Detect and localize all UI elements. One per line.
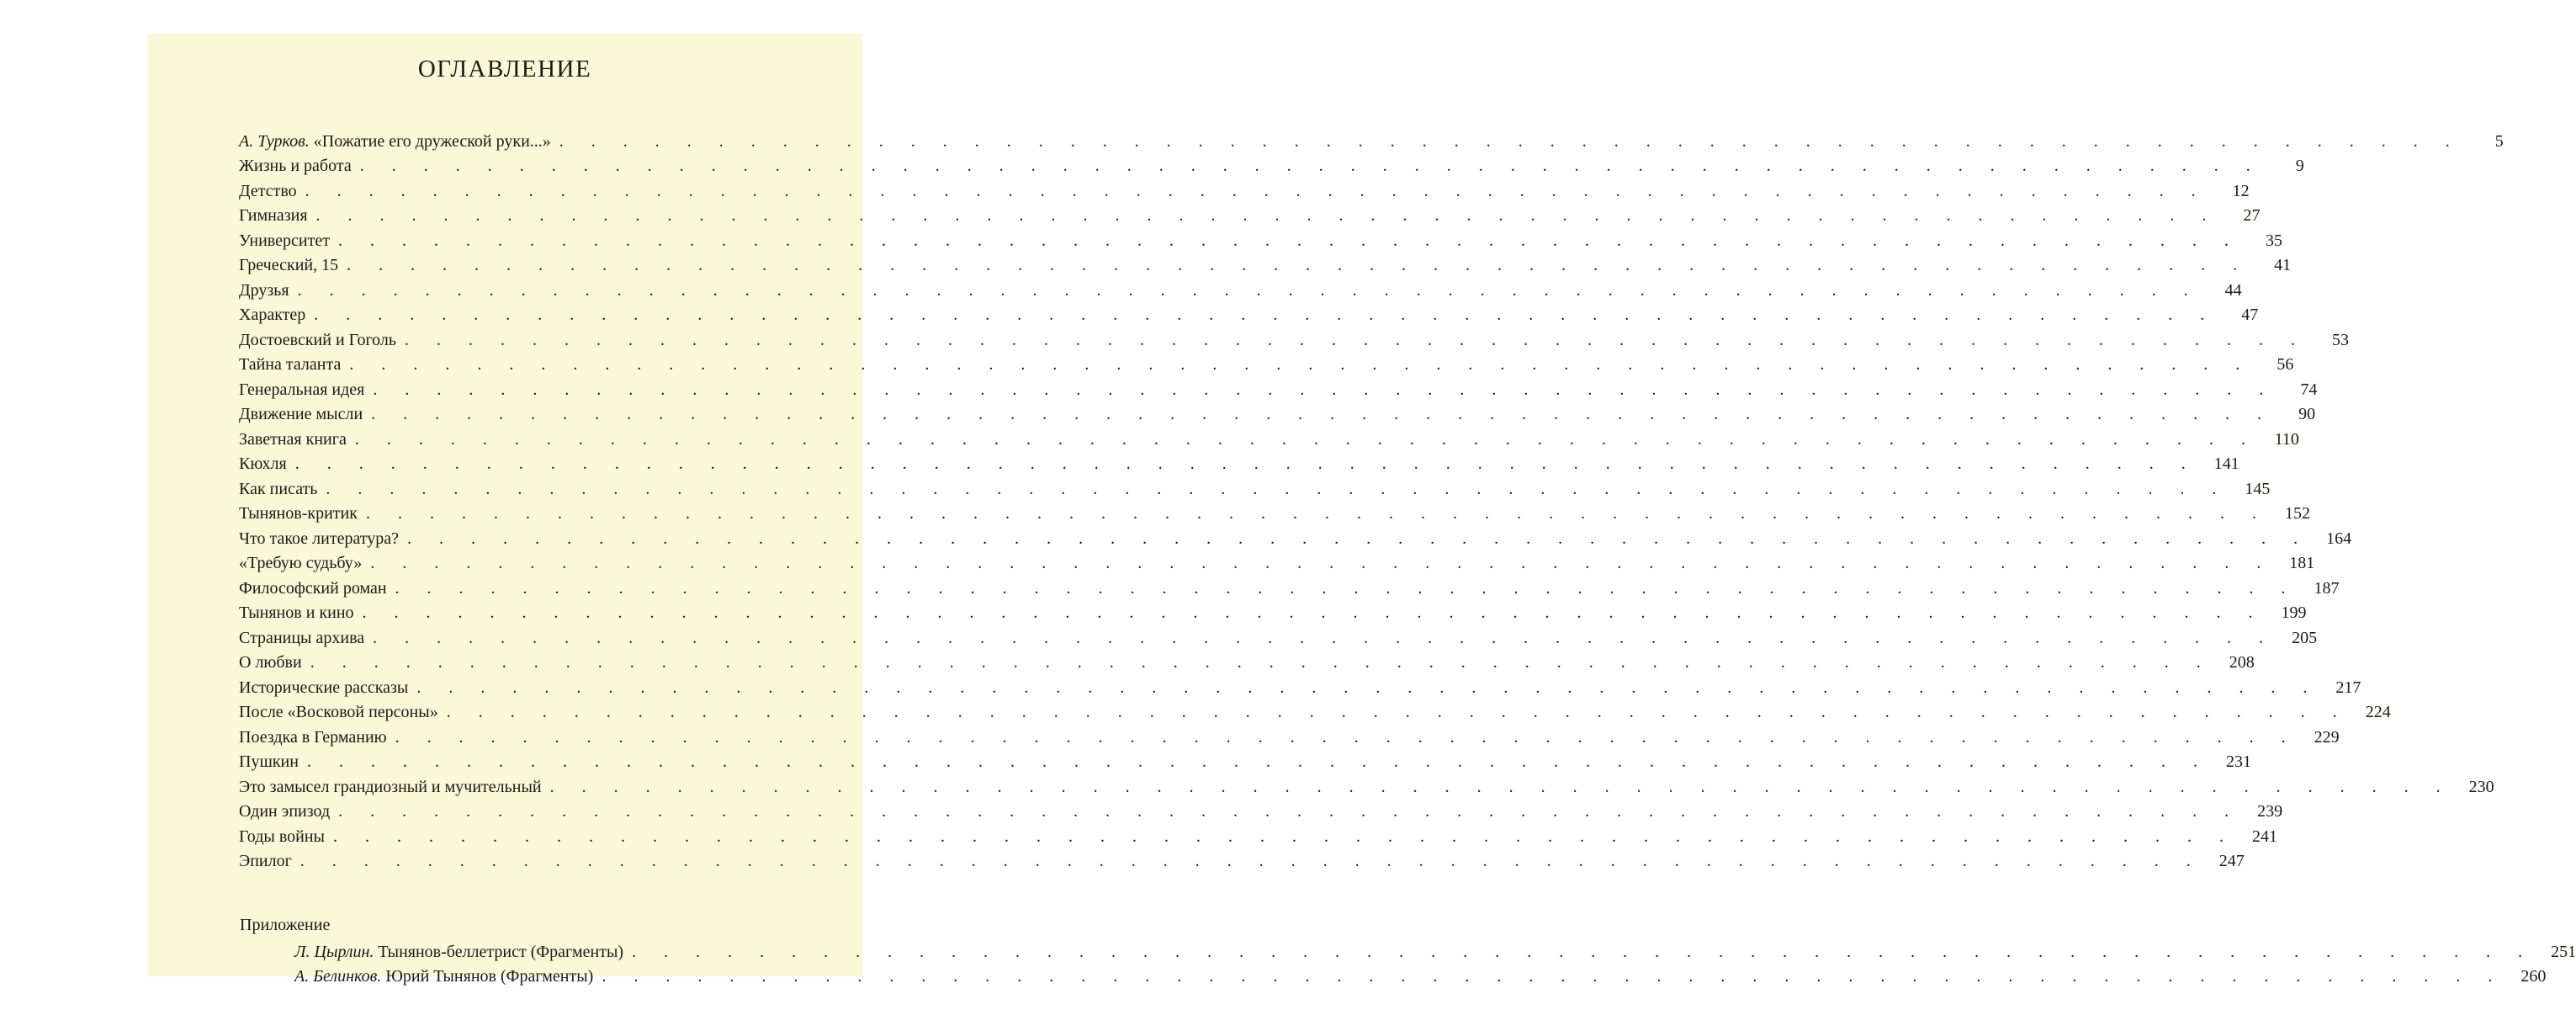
leader-dots: . . . . . . . . . . . . . . . . . . . . . . . . . . . . . . . . . . . . . . . . . . . . . . . . . . . . . . . . . . . . — [306, 752, 2209, 771]
toc-entry-title-text: Гимназия — [239, 206, 308, 225]
toc-entry — [239, 375, 2318, 400]
toc-entry-title — [239, 181, 305, 201]
leader-dots: . . . . . . . . . . . . . . . . . . . . . . . . . . . . . . . . . . . . . . . . . . . . . . . . . . . . . . . . . . . . — [349, 355, 2252, 374]
toc-entry-title — [294, 942, 632, 962]
toc-entry — [294, 938, 2576, 962]
toc-entry-title — [239, 801, 338, 821]
toc-entry — [239, 549, 2315, 574]
toc-entry-page: 187 — [2314, 578, 2340, 598]
leader-dots: . . . . . . . . . . . . . . . . . . . . . . . . . . . . . . . . . . . . . . . . . . . . . . . . . . . . . . . . . . . . — [549, 777, 2452, 796]
leader-dots: . . . . . . . . . . . . . . . . . . . . . . . . . . . . . . . . . . . . . . . . . . . . . . . . . . . . . . . . . . . . — [632, 943, 2535, 961]
leader-dots: . . . . . . . . . . . . . . . . . . . . . . . . . . . . . . . . . . . . . . . . . . . . . . . . . . . . . . . . . . . . — [365, 504, 2268, 523]
toc-entry-title-text: Движение мысли — [239, 405, 363, 423]
toc-entry-page: 199 — [2281, 603, 2307, 622]
toc-entry-title — [239, 702, 447, 722]
toc-entry-title — [239, 777, 550, 797]
toc-entry-title — [239, 652, 310, 672]
toc-entry-title-text: Философский роман — [239, 578, 387, 598]
toc-entry-title — [239, 404, 371, 424]
toc-entry-title-text: Эпилог — [239, 852, 292, 870]
toc-entry-page: 74 — [2300, 380, 2318, 399]
toc-entry-page: 47 — [2241, 306, 2259, 324]
toc-entry-title-text: «Пожатие его дружеской руки...» — [313, 131, 551, 151]
toc-entry — [239, 797, 2283, 822]
toc-entry-title-text: Кюхля — [239, 454, 287, 473]
toc-entry-page: 217 — [2335, 678, 2361, 697]
toc-entry-title-text: Поездка в Германию — [239, 727, 387, 747]
toc-entry-title — [239, 231, 338, 251]
leader-dots: . . . . . . . . . . . . . . . . . . . . . . . . . . . . . . . . . . . . . . . . . . . . . . . . . . . . . . . . . . . . — [370, 554, 2273, 572]
leader-dots: . . . . . . . . . . . . . . . . . . . . . . . . . . . . . . . . . . . . . . . . . . . . . . . . . . . . . . . . . . . . — [338, 802, 2241, 821]
toc-entry — [239, 350, 2294, 375]
appendix-label: Приложение — [240, 916, 331, 934]
toc-entry-title-text: Исторические рассказы — [239, 678, 409, 697]
toc-entry-page: 239 — [2257, 802, 2283, 821]
toc-entry-author: Л. Цырлин. — [294, 943, 374, 961]
toc-entry-page: 205 — [2292, 628, 2318, 647]
leader-dots: . . . . . . . . . . . . . . . . . . . . . . . . . . . . . . . . . . . . . . . . . . . . . . . . . . . . . . . . . . . . — [314, 306, 2217, 324]
toc-entry-page: 230 — [2468, 777, 2494, 796]
toc-entry — [239, 524, 2352, 549]
toc-entry-title-text: Достоевский и Гоголь — [239, 330, 396, 349]
toc-entry-page: 145 — [2245, 479, 2271, 498]
toc-entry-title — [239, 205, 316, 226]
leader-dots: . . . . . . . . . . . . . . . . . . . . . . . . . . . . . . . . . . . . . . . . . . . . . . . . . . . . . . . . . . . . — [337, 231, 2240, 250]
toc-entry-author: А. Турков. — [239, 131, 310, 151]
toc-entry-title — [239, 752, 307, 772]
toc-entry-title — [239, 255, 347, 275]
toc-entry-title — [239, 553, 370, 573]
toc-entry-page: 41 — [2274, 256, 2292, 274]
leader-dots: . . . . . . . . . . . . . . . . . . . . . . . . . . . . . . . . . . . . . . . . . . . . . . . . . . . . . . . . . . . . — [416, 678, 2319, 697]
toc-entry-title — [239, 280, 298, 300]
toc-entry-page: 56 — [2277, 355, 2294, 374]
toc-entry-title — [239, 429, 355, 449]
toc-entry-title — [239, 503, 366, 524]
toc-entry-title — [239, 827, 333, 847]
leader-dots: . . . . . . . . . . . . . . . . . . . . . . . . . . . . . . . . . . . . . . . . . . . . . . . . . . . . . . . . . . . . — [559, 131, 2462, 151]
appendix-list — [294, 938, 2576, 986]
toc-entry-title-text: Жизнь и работа — [239, 157, 352, 175]
leader-dots: . . . . . . . . . . . . . . . . . . . . . . . . . . . . . . . . . . . . . . . . . . . . . . . . . . . . . . . . . . . . — [294, 454, 2197, 473]
toc-entry-title-text: Годы войны — [239, 827, 325, 846]
toc-entry-title-text: Детство — [239, 181, 297, 200]
toc-entry-title-text: Пушкин — [239, 752, 299, 771]
toc-entry — [239, 474, 2271, 499]
leader-dots: . . . . . . . . . . . . . . . . . . . . . . . . . . . . . . . . . . . . . . . . . . . . . . . . . . . . . . . . . . . . — [373, 628, 2276, 647]
toc-entry-title-text: Университет — [239, 231, 330, 250]
toc-entry-page: 110 — [2274, 429, 2299, 449]
toc-entry-page: 241 — [2252, 827, 2277, 846]
toc-entry — [239, 424, 2299, 449]
toc-entry-title — [239, 727, 395, 747]
toc-entry-title — [239, 628, 373, 648]
toc-entry-page: 44 — [2224, 280, 2242, 300]
toc-entry-title-text: Что такое литература? — [239, 529, 400, 548]
toc-entry-page: 90 — [2298, 405, 2316, 423]
toc-entry-title-text: О любви — [239, 653, 302, 672]
toc-entry-title-text: Юрий Тынянов (Фрагменты) — [385, 967, 594, 986]
toc-entry-page: 12 — [2232, 181, 2250, 200]
toc-entry — [239, 275, 2242, 300]
toc-entry-title — [239, 603, 363, 623]
toc-entry — [239, 648, 2255, 673]
toc-entry-title — [239, 354, 349, 375]
toc-entry — [239, 152, 2304, 177]
toc-entry-title — [239, 479, 326, 499]
leader-dots: . . . . . . . . . . . . . . . . . . . . . . . . . . . . . . . . . . . . . . . . . . . . . . . . . . . . . . . . . . . . — [354, 429, 2257, 449]
toc-entry-page: 141 — [2213, 454, 2239, 473]
toc-entry-title — [239, 131, 559, 152]
toc-entry — [239, 126, 2504, 152]
toc-entry-title — [239, 330, 405, 350]
leader-dots: . . . . . . . . . . . . . . . . . . . . . . . . . . . . . . . . . . . . . . . . . . . . . . . . . . . . . . . . . . . . — [371, 405, 2274, 423]
toc-entry — [239, 226, 2282, 251]
table-of-contents — [239, 126, 2504, 871]
toc-entry-title-text: После «Восковой персоны» — [239, 703, 438, 721]
toc-entry — [239, 598, 2307, 624]
toc-entry-page: 27 — [2243, 206, 2261, 225]
leader-dots: . . . . . . . . . . . . . . . . . . . . . . . . . . . . . . . . . . . . . . . . . . . . . . . . . . . . . . . . . . . . — [373, 380, 2276, 399]
toc-entry-title — [239, 851, 300, 871]
toc-entry — [239, 847, 2245, 872]
toc-entry-title-text: Генеральная идея — [239, 380, 365, 399]
leader-dots: . . . . . . . . . . . . . . . . . . . . . . . . . . . . . . . . . . . . . . . . . . . . . . . . . . . . . . . . . . . . — [602, 967, 2504, 986]
toc-entry — [239, 449, 2239, 475]
leader-dots: . . . . . . . . . . . . . . . . . . . . . . . . . . . . . . . . . . . . . . . . . . . . . . . . . . . . . . . . . . . . — [315, 206, 2218, 225]
toc-entry-page: 9 — [2295, 157, 2304, 175]
toc-entry-title-text: Тынянов и кино — [239, 603, 354, 622]
toc-entry-page: 164 — [2326, 529, 2352, 548]
toc-entry-page: 251 — [2551, 943, 2576, 961]
toc-entry-author: А. Белинков. — [294, 967, 382, 986]
toc-entry — [239, 821, 2277, 847]
toc-entry-title-text: Характер — [239, 306, 306, 324]
toc-entry-title — [239, 529, 407, 549]
toc-entry-title-text: Греческий, 15 — [239, 256, 339, 274]
toc-entry-title — [239, 578, 395, 598]
toc-entry-page: 35 — [2265, 231, 2282, 250]
leader-dots: . . . . . . . . . . . . . . . . . . . . . . . . . . . . . . . . . . . . . . . . . . . . . . . . . . . . . . . . . . . . — [305, 181, 2208, 200]
toc-entry — [239, 176, 2250, 201]
toc-entry-title-text: Друзья — [239, 280, 289, 300]
toc-entry-page: 229 — [2314, 727, 2340, 747]
toc-entry-page: 5 — [2494, 131, 2504, 151]
toc-entry-title-text: Тынянов-беллетрист (Фрагменты) — [378, 943, 624, 961]
toc-entry — [239, 251, 2292, 276]
toc-entry-title-text: Это замысел грандиозный и мучительный — [239, 777, 542, 796]
toc-entry — [239, 698, 2391, 723]
leader-dots: . . . . . . . . . . . . . . . . . . . . . . . . . . . . . . . . . . . . . . . . . . . . . . . . . . . . . . . . . . . . — [347, 256, 2250, 274]
toc-entry-title — [239, 380, 373, 400]
toc-entry-title-text: Как писать — [239, 479, 318, 498]
leader-dots: . . . . . . . . . . . . . . . . . . . . . . . . . . . . . . . . . . . . . . . . . . . . . . . . . . . . . . . . . . . . — [362, 603, 2265, 622]
toc-entry-title — [239, 454, 295, 474]
toc-entry-title-text: Заветная книга — [239, 429, 347, 449]
toc-entry — [239, 325, 2349, 350]
toc-entry-title — [239, 156, 360, 176]
toc-entry — [294, 962, 2547, 986]
leader-dots: . . . . . . . . . . . . . . . . . . . . . . . . . . . . . . . . . . . . . . . . . . . . . . . . . . . . . . . . . . . . — [395, 727, 2298, 747]
toc-entry — [239, 772, 2494, 797]
toc-entry — [239, 300, 2259, 326]
toc-entry-page: 208 — [2229, 653, 2255, 672]
toc-entry-title-text: Один эпизод — [239, 802, 331, 821]
leader-dots: . . . . . . . . . . . . . . . . . . . . . . . . . . . . . . . . . . . . . . . . . . . . . . . . . . . . . . . . . . . . — [405, 330, 2307, 349]
toc-entry-page: 152 — [2284, 504, 2310, 523]
toc-entry-page: 53 — [2332, 330, 2349, 349]
leader-dots: . . . . . . . . . . . . . . . . . . . . . . . . . . . . . . . . . . . . . . . . . . . . . . . . . . . . . . . . . . . . — [297, 280, 2200, 300]
toc-entry — [239, 747, 2251, 773]
toc-entry-title-text: «Требую судьбу» — [239, 554, 363, 572]
leader-dots: . . . . . . . . . . . . . . . . . . . . . . . . . . . . . . . . . . . . . . . . . . . . . . . . . . . . . . . . . . . . — [359, 157, 2262, 175]
toc-entry — [239, 400, 2316, 425]
toc-entry-page: 260 — [2520, 967, 2547, 986]
toc-entry — [239, 722, 2340, 747]
toc-entry — [239, 499, 2310, 524]
page-title: ОГЛАВЛЕНИЕ — [417, 56, 592, 82]
toc-entry-page: 224 — [2365, 703, 2391, 721]
toc-entry-title — [294, 966, 602, 986]
leader-dots: . . . . . . . . . . . . . . . . . . . . . . . . . . . . . . . . . . . . . . . . . . . . . . . . . . . . . . . . . . . . — [446, 703, 2349, 721]
leader-dots: . . . . . . . . . . . . . . . . . . . . . . . . . . . . . . . . . . . . . . . . . . . . . . . . . . . . . . . . . . . . — [326, 479, 2229, 498]
toc-entry-page: 247 — [2218, 852, 2245, 870]
toc-entry — [239, 623, 2318, 648]
leader-dots: . . . . . . . . . . . . . . . . . . . . . . . . . . . . . . . . . . . . . . . . . . . . . . . . . . . . . . . . . . . . — [299, 852, 2202, 870]
toc-entry — [239, 573, 2340, 598]
leader-dots: . . . . . . . . . . . . . . . . . . . . . . . . . . . . . . . . . . . . . . . . . . . . . . . . . . . . . . . . . . . . — [310, 653, 2213, 672]
toc-entry-page: 231 — [2225, 752, 2251, 771]
toc-entry-page: 181 — [2289, 554, 2315, 572]
toc-entry-title — [239, 305, 314, 325]
leader-dots: . . . . . . . . . . . . . . . . . . . . . . . . . . . . . . . . . . . . . . . . . . . . . . . . . . . . . . . . . . . . — [407, 529, 2310, 548]
leader-dots: . . . . . . . . . . . . . . . . . . . . . . . . . . . . . . . . . . . . . . . . . . . . . . . . . . . . . . . . . . . . — [333, 827, 2235, 846]
toc-entry-title-text: Тайна таланта — [239, 355, 342, 374]
toc-entry-title — [239, 678, 416, 698]
toc-entry-title-text: Тынянов-критик — [239, 504, 358, 523]
toc-entry — [239, 672, 2361, 698]
leader-dots: . . . . . . . . . . . . . . . . . . . . . . . . . . . . . . . . . . . . . . . . . . . . . . . . . . . . . . . . . . . . — [395, 578, 2298, 598]
toc-entry-title-text: Страницы архива — [239, 628, 365, 647]
toc-entry — [239, 201, 2261, 226]
